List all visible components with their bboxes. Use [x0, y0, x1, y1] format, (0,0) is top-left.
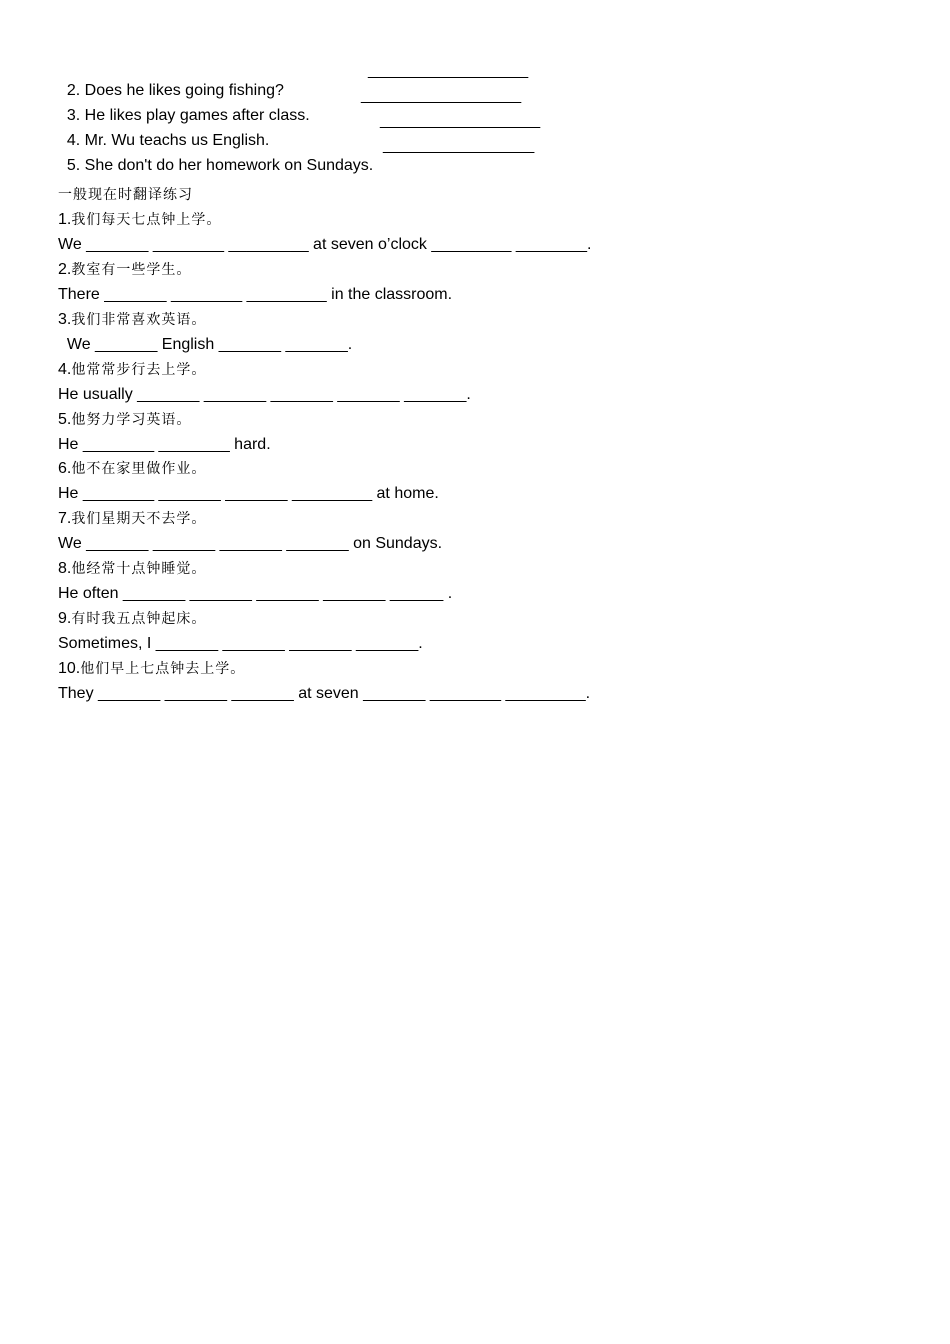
answer-line: We _______ ________ _________ at seven o’clock _________ ________.: [58, 236, 592, 253]
question-chinese: 他经常十点钟睡觉。: [71, 561, 207, 577]
question-prompt: [58, 509, 206, 529]
answer-line: He often _______ _______ _______ _______ ______ .: [58, 585, 453, 602]
question-prompt: [58, 260, 191, 280]
answer-line: There _______ ________ _________ in the classroom.: [58, 286, 453, 303]
answer-line: He ________ ________ hard.: [58, 436, 271, 453]
question-chinese: 我们非常喜欢英语。: [71, 312, 207, 328]
question-number: 9.: [58, 610, 72, 627]
answer-line: Sometimes, I _______ _______ _______ _______.: [58, 635, 423, 652]
question-chinese: 他常常步行去上学。: [71, 362, 207, 378]
answer-blank: __________________: [368, 62, 529, 79]
answer-line: We _______ English _______ _______.: [58, 336, 353, 353]
question-number: 6.: [58, 460, 72, 477]
question-chinese: 有时我五点钟起床。: [71, 611, 207, 627]
correction-sentence: 3. He likes play games after class.: [66, 107, 310, 124]
question-number: 7.: [58, 510, 72, 527]
correction-sentence: 5. She don't do her homework on Sundays.: [66, 157, 374, 174]
question-chinese: 我们每天七点钟上学。: [71, 212, 222, 228]
question-prompt: [58, 609, 206, 629]
question-number: 5.: [58, 411, 72, 428]
answer-line: He ________ _______ _______ _________ at home.: [58, 485, 439, 502]
question-number: 3.: [58, 311, 72, 328]
question-prompt: [58, 659, 245, 679]
question-number: 8.: [58, 560, 72, 577]
question-prompt: [58, 310, 206, 330]
answer-line: They _______ _______ _______ at seven _______ ________ _________.: [58, 685, 591, 702]
answer-line: He usually _______ _______ _______ _______ _______.: [58, 386, 471, 403]
section-heading: 一般现在时翻译练习: [58, 187, 193, 203]
question-prompt: [58, 210, 221, 230]
question-chinese: 教室有一些学生。: [71, 262, 192, 278]
question-number: 10.: [58, 660, 81, 677]
answer-blank: __________________: [380, 112, 541, 129]
answer-blank: _________________: [383, 137, 535, 154]
question-chinese: 我们星期天不去学。: [71, 511, 207, 527]
question-prompt: [58, 360, 206, 380]
question-chinese: 他努力学习英语。: [71, 412, 192, 428]
question-prompt: [58, 459, 206, 479]
question-chinese: 他们早上七点钟去上学。: [80, 661, 246, 677]
answer-blank: __________________: [361, 87, 522, 104]
correction-sentence: 2. Does he likes going fishing?: [66, 82, 284, 99]
question-prompt: [58, 410, 191, 430]
question-prompt: [58, 559, 206, 579]
question-number: 1.: [58, 211, 72, 228]
answer-line: We _______ _______ _______ _______ on Sundays.: [58, 535, 443, 552]
question-chinese: 他不在家里做作业。: [71, 461, 207, 477]
correction-sentence: 4. Mr. Wu teachs us English.: [66, 132, 270, 149]
question-number: 2.: [58, 261, 72, 278]
question-number: 4.: [58, 361, 72, 378]
